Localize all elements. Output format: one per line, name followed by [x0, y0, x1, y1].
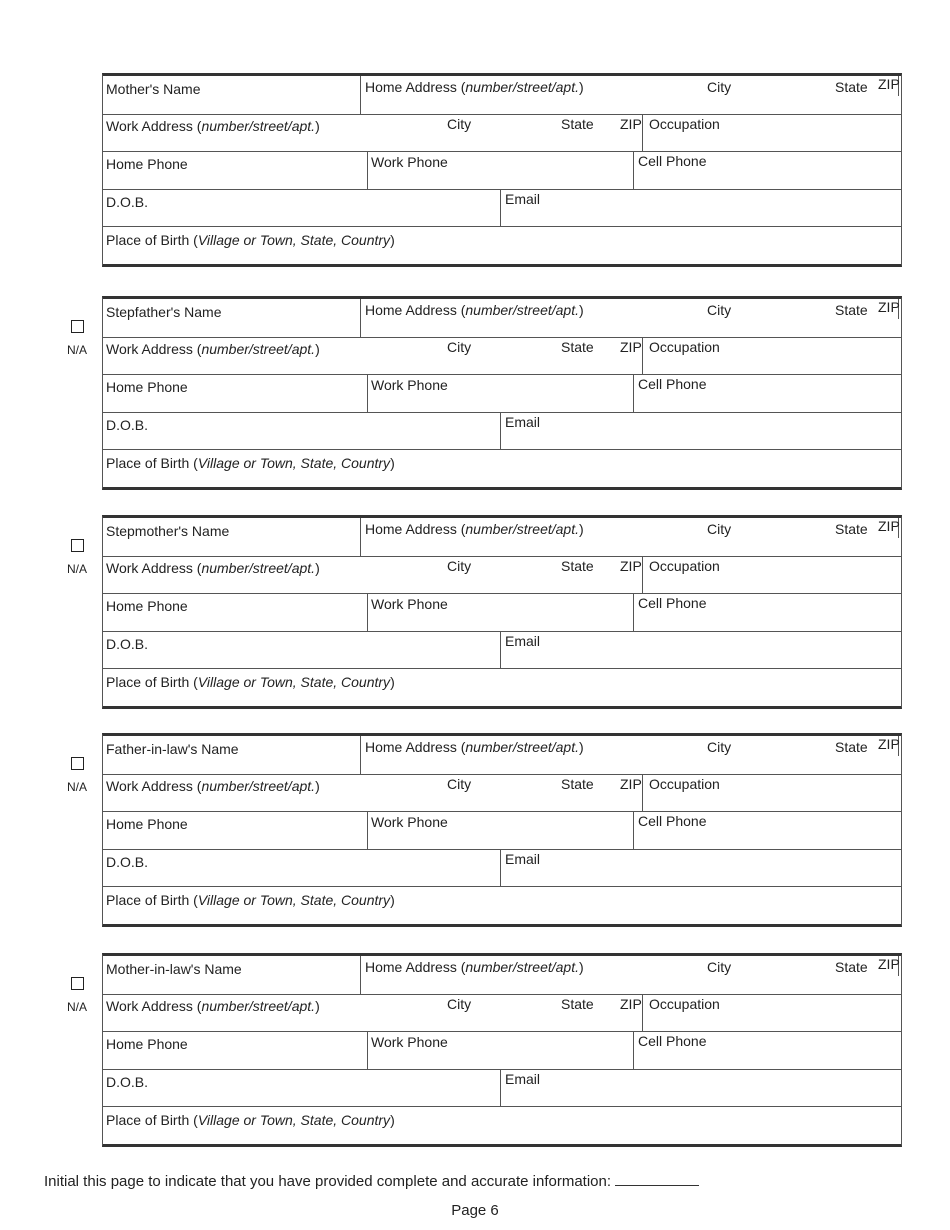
work-zip-label	[620, 339, 642, 355]
state-text: State	[561, 116, 594, 132]
zip-text: ZIP	[620, 116, 642, 132]
work-address-text: Work Address (	[106, 560, 202, 576]
paren: )	[579, 302, 584, 318]
home-phone-text: Home Phone	[106, 1036, 188, 1052]
work-city-label	[447, 776, 471, 792]
column-divider	[500, 412, 501, 449]
row-divider	[103, 1069, 901, 1070]
na-checkbox[interactable]	[62, 757, 92, 796]
name-label-text: Mother-in-law's Name	[106, 961, 242, 977]
occupation-text: Occupation	[649, 558, 720, 574]
occupation-text: Occupation	[649, 776, 720, 792]
occupation-label	[649, 339, 720, 355]
zip-text: ZIP	[878, 736, 900, 752]
work-address-label	[106, 118, 320, 134]
column-divider	[633, 811, 634, 849]
home-address-text: Home Address (	[365, 302, 466, 318]
home-phone-text: Home Phone	[106, 156, 188, 172]
work-address-italic: number/street/apt.	[201, 341, 316, 357]
dob-text: D.O.B.	[106, 1074, 149, 1090]
email-label	[505, 414, 540, 430]
work-address-label	[106, 341, 320, 357]
na-label: N/A	[66, 780, 87, 794]
place-of-birth-italic: Village or Town, State, Country	[197, 1112, 391, 1128]
page-number: Page 6	[451, 1202, 499, 1219]
work-address-text: Work Address (	[106, 778, 202, 794]
paren: )	[579, 521, 584, 537]
place-of-birth-label	[106, 232, 395, 248]
city-text: City	[707, 79, 732, 95]
checkbox-box[interactable]	[71, 757, 84, 770]
paren: )	[390, 232, 395, 248]
home-address-italic: number/street/apt.	[465, 521, 579, 537]
parent-name-label	[106, 81, 200, 97]
cell-phone-text: Cell Phone	[638, 1033, 707, 1049]
work-zip-label	[620, 996, 642, 1012]
zip-text: ZIP	[878, 299, 900, 315]
column-divider	[360, 299, 361, 337]
parent-name-label	[106, 741, 239, 757]
person-form	[102, 515, 902, 709]
row-divider	[103, 449, 901, 450]
work-address-label	[106, 560, 320, 576]
state-label	[835, 739, 868, 755]
column-divider	[360, 956, 361, 994]
checkbox-box[interactable]	[71, 977, 84, 990]
zip-label	[878, 736, 900, 752]
row-divider	[103, 556, 901, 557]
dob-label	[106, 636, 148, 652]
row-divider	[103, 631, 901, 632]
checkbox-box[interactable]	[71, 539, 84, 552]
person-form	[102, 733, 902, 927]
work-address-italic: number/street/apt.	[201, 118, 316, 134]
person-form	[102, 953, 902, 1147]
work-zip-label	[620, 558, 642, 574]
column-divider	[367, 374, 368, 412]
person-form	[102, 296, 902, 490]
city-text: City	[447, 339, 472, 355]
column-divider	[642, 337, 643, 374]
work-phone-label	[371, 1034, 448, 1050]
column-divider	[633, 151, 634, 189]
work-state-label	[561, 996, 594, 1012]
city-label	[707, 739, 731, 755]
occupation-label	[649, 776, 720, 792]
occupation-label	[649, 116, 720, 132]
paren: )	[390, 892, 395, 908]
work-city-label	[447, 339, 471, 355]
row-divider	[103, 226, 901, 227]
home-phone-text: Home Phone	[106, 379, 188, 395]
city-label	[707, 302, 731, 318]
paren: )	[579, 959, 584, 975]
na-label: N/A	[66, 562, 87, 576]
column-divider	[642, 114, 643, 151]
column-divider	[642, 774, 643, 811]
work-state-label	[561, 776, 594, 792]
home-phone-label	[106, 598, 188, 614]
work-phone-text: Work Phone	[371, 814, 448, 830]
column-divider	[360, 736, 361, 774]
home-phone-label	[106, 1036, 188, 1052]
home-address-label	[365, 521, 584, 537]
row-divider	[103, 114, 901, 115]
place-of-birth-italic: Village or Town, State, Country	[197, 232, 391, 248]
paren: )	[390, 1112, 395, 1128]
email-label	[505, 633, 540, 649]
occupation-label	[649, 558, 720, 574]
dob-label	[106, 1074, 148, 1090]
work-phone-text: Work Phone	[371, 596, 448, 612]
state-label	[835, 79, 868, 95]
work-city-label	[447, 996, 471, 1012]
email-text: Email	[505, 851, 541, 867]
row-divider	[103, 593, 901, 594]
work-address-label	[106, 778, 320, 794]
work-phone-label	[371, 377, 448, 393]
cell-phone-label	[638, 376, 707, 392]
state-label	[835, 959, 868, 975]
na-checkbox[interactable]	[62, 539, 92, 578]
zip-text: ZIP	[620, 776, 642, 792]
dob-text: D.O.B.	[106, 194, 149, 210]
state-text: State	[561, 339, 594, 355]
city-text: City	[447, 776, 472, 792]
name-label-text: Father-in-law's Name	[106, 741, 239, 757]
zip-label	[878, 299, 900, 315]
column-divider	[633, 593, 634, 631]
zip-text: ZIP	[878, 518, 900, 534]
work-phone-text: Work Phone	[371, 154, 448, 170]
state-label	[835, 521, 868, 537]
place-of-birth-text: Place of Birth (	[106, 232, 198, 248]
dob-text: D.O.B.	[106, 854, 149, 870]
na-checkbox[interactable]	[62, 977, 92, 1016]
home-address-text: Home Address (	[365, 521, 466, 537]
cell-phone-text: Cell Phone	[638, 595, 707, 611]
zip-label	[878, 518, 900, 534]
state-text: State	[561, 996, 594, 1012]
initial-statement	[44, 1173, 699, 1191]
home-address-text: Home Address (	[365, 959, 466, 975]
city-text: City	[707, 959, 732, 975]
column-divider	[500, 1069, 501, 1106]
name-label-text: Mother's Name	[106, 81, 201, 97]
work-state-label	[561, 558, 594, 574]
zip-text: ZIP	[620, 558, 642, 574]
place-of-birth-text: Place of Birth (	[106, 455, 198, 471]
home-phone-label	[106, 816, 188, 832]
state-text: State	[561, 776, 594, 792]
column-divider	[633, 1031, 634, 1069]
row-divider	[103, 337, 901, 338]
column-divider	[500, 849, 501, 886]
cell-phone-text: Cell Phone	[638, 153, 707, 169]
work-city-label	[447, 116, 471, 132]
na-label: N/A	[66, 1000, 87, 1014]
occupation-text: Occupation	[649, 116, 720, 132]
home-address-label	[365, 739, 584, 755]
place-of-birth-text: Place of Birth (	[106, 674, 198, 690]
place-of-birth-text: Place of Birth (	[106, 1112, 198, 1128]
zip-text: ZIP	[878, 76, 900, 92]
work-phone-label	[371, 154, 448, 170]
work-city-label	[447, 558, 471, 574]
name-label-text: Stepmother's Name	[106, 523, 230, 539]
cell-phone-label	[638, 595, 707, 611]
cell-phone-text: Cell Phone	[638, 813, 707, 829]
paren: )	[315, 341, 320, 357]
cell-phone-label	[638, 153, 707, 169]
place-of-birth-italic: Village or Town, State, Country	[197, 455, 391, 471]
place-of-birth-italic: Village or Town, State, Country	[197, 892, 391, 908]
state-text: State	[835, 739, 868, 755]
home-address-label	[365, 959, 584, 975]
city-text: City	[447, 116, 472, 132]
city-label	[707, 521, 731, 537]
city-label	[707, 959, 731, 975]
occupation-label	[649, 996, 720, 1012]
state-label	[835, 302, 868, 318]
column-divider	[360, 76, 361, 114]
paren: )	[315, 998, 320, 1014]
column-divider	[367, 593, 368, 631]
work-address-text: Work Address (	[106, 998, 202, 1014]
work-address-italic: number/street/apt.	[201, 778, 316, 794]
work-phone-text: Work Phone	[371, 377, 448, 393]
email-text: Email	[505, 414, 541, 430]
dob-text: D.O.B.	[106, 417, 149, 433]
city-text: City	[447, 558, 472, 574]
person-form	[102, 73, 902, 267]
work-address-text: Work Address (	[106, 341, 202, 357]
place-of-birth-label	[106, 1112, 395, 1128]
home-address-label	[365, 302, 584, 318]
person-section	[0, 505, 950, 705]
city-label	[707, 79, 731, 95]
occupation-text: Occupation	[649, 996, 720, 1012]
zip-label	[878, 76, 900, 92]
city-text: City	[707, 739, 732, 755]
home-address-label	[365, 79, 584, 95]
place-of-birth-label	[106, 674, 395, 690]
city-text: City	[707, 521, 732, 537]
column-divider	[500, 631, 501, 668]
work-address-label	[106, 998, 320, 1014]
work-state-label	[561, 339, 594, 355]
state-text: State	[835, 302, 868, 318]
home-address-italic: number/street/apt.	[465, 959, 579, 975]
work-phone-text: Work Phone	[371, 1034, 448, 1050]
home-address-italic: number/street/apt.	[465, 79, 579, 95]
parent-name-label	[106, 523, 229, 539]
home-phone-label	[106, 379, 188, 395]
place-of-birth-label	[106, 892, 395, 908]
row-divider	[103, 1031, 901, 1032]
row-divider	[103, 189, 901, 190]
cell-phone-text: Cell Phone	[638, 376, 707, 392]
person-section	[0, 63, 950, 263]
parent-name-label	[106, 304, 222, 320]
email-label	[505, 1071, 540, 1087]
column-divider	[642, 556, 643, 593]
place-of-birth-italic: Village or Town, State, Country	[197, 674, 391, 690]
row-divider	[103, 811, 901, 812]
city-text: City	[447, 996, 472, 1012]
row-divider	[103, 668, 901, 669]
work-zip-label	[620, 776, 642, 792]
dob-label	[106, 854, 148, 870]
paren: )	[390, 455, 395, 471]
state-text: State	[835, 521, 868, 537]
column-divider	[642, 994, 643, 1031]
state-text: State	[835, 79, 868, 95]
work-phone-label	[371, 814, 448, 830]
paren: )	[579, 79, 584, 95]
column-divider	[360, 518, 361, 556]
row-divider	[103, 774, 901, 775]
zip-label	[878, 956, 900, 972]
paren: )	[390, 674, 395, 690]
place-of-birth-label	[106, 455, 395, 471]
cell-phone-label	[638, 1033, 707, 1049]
state-text: State	[835, 959, 868, 975]
dob-label	[106, 194, 148, 210]
cell-phone-label	[638, 813, 707, 829]
home-address-text: Home Address (	[365, 79, 466, 95]
row-divider	[103, 994, 901, 995]
row-divider	[103, 151, 901, 152]
home-address-text: Home Address (	[365, 739, 466, 755]
person-section	[0, 286, 950, 486]
email-label	[505, 191, 540, 207]
initial-field[interactable]	[615, 1173, 699, 1186]
paren: )	[579, 739, 584, 755]
home-phone-text: Home Phone	[106, 816, 188, 832]
person-section	[0, 723, 950, 923]
paren: )	[315, 118, 320, 134]
row-divider	[103, 849, 901, 850]
checkbox-box[interactable]	[71, 320, 84, 333]
occupation-text: Occupation	[649, 339, 720, 355]
row-divider	[103, 886, 901, 887]
dob-text: D.O.B.	[106, 636, 149, 652]
home-address-italic: number/street/apt.	[465, 739, 579, 755]
na-label: N/A	[66, 343, 87, 357]
column-divider	[633, 374, 634, 412]
work-address-text: Work Address (	[106, 118, 202, 134]
work-phone-label	[371, 596, 448, 612]
row-divider	[103, 1106, 901, 1107]
parent-name-label	[106, 961, 242, 977]
zip-text: ZIP	[620, 339, 642, 355]
email-label	[505, 851, 540, 867]
work-address-italic: number/street/apt.	[201, 998, 316, 1014]
email-text: Email	[505, 1071, 541, 1087]
city-text: City	[707, 302, 732, 318]
zip-text: ZIP	[878, 956, 900, 972]
email-text: Email	[505, 633, 541, 649]
work-state-label	[561, 116, 594, 132]
person-section	[0, 943, 950, 1143]
row-divider	[103, 374, 901, 375]
place-of-birth-text: Place of Birth (	[106, 892, 198, 908]
dob-label	[106, 417, 148, 433]
paren: )	[315, 560, 320, 576]
paren: )	[315, 778, 320, 794]
email-text: Email	[505, 191, 541, 207]
work-zip-label	[620, 116, 642, 132]
row-divider	[103, 412, 901, 413]
state-text: State	[561, 558, 594, 574]
na-checkbox[interactable]	[62, 320, 92, 359]
column-divider	[367, 1031, 368, 1069]
home-phone-label	[106, 156, 188, 172]
column-divider	[367, 151, 368, 189]
work-address-italic: number/street/apt.	[201, 560, 316, 576]
column-divider	[367, 811, 368, 849]
column-divider	[500, 189, 501, 226]
home-address-italic: number/street/apt.	[465, 302, 579, 318]
zip-text: ZIP	[620, 996, 642, 1012]
home-phone-text: Home Phone	[106, 598, 188, 614]
initial-statement-text: Initial this page to indicate that you have provided complete and accurate information:	[44, 1173, 612, 1190]
name-label-text: Stepfather's Name	[106, 304, 222, 320]
